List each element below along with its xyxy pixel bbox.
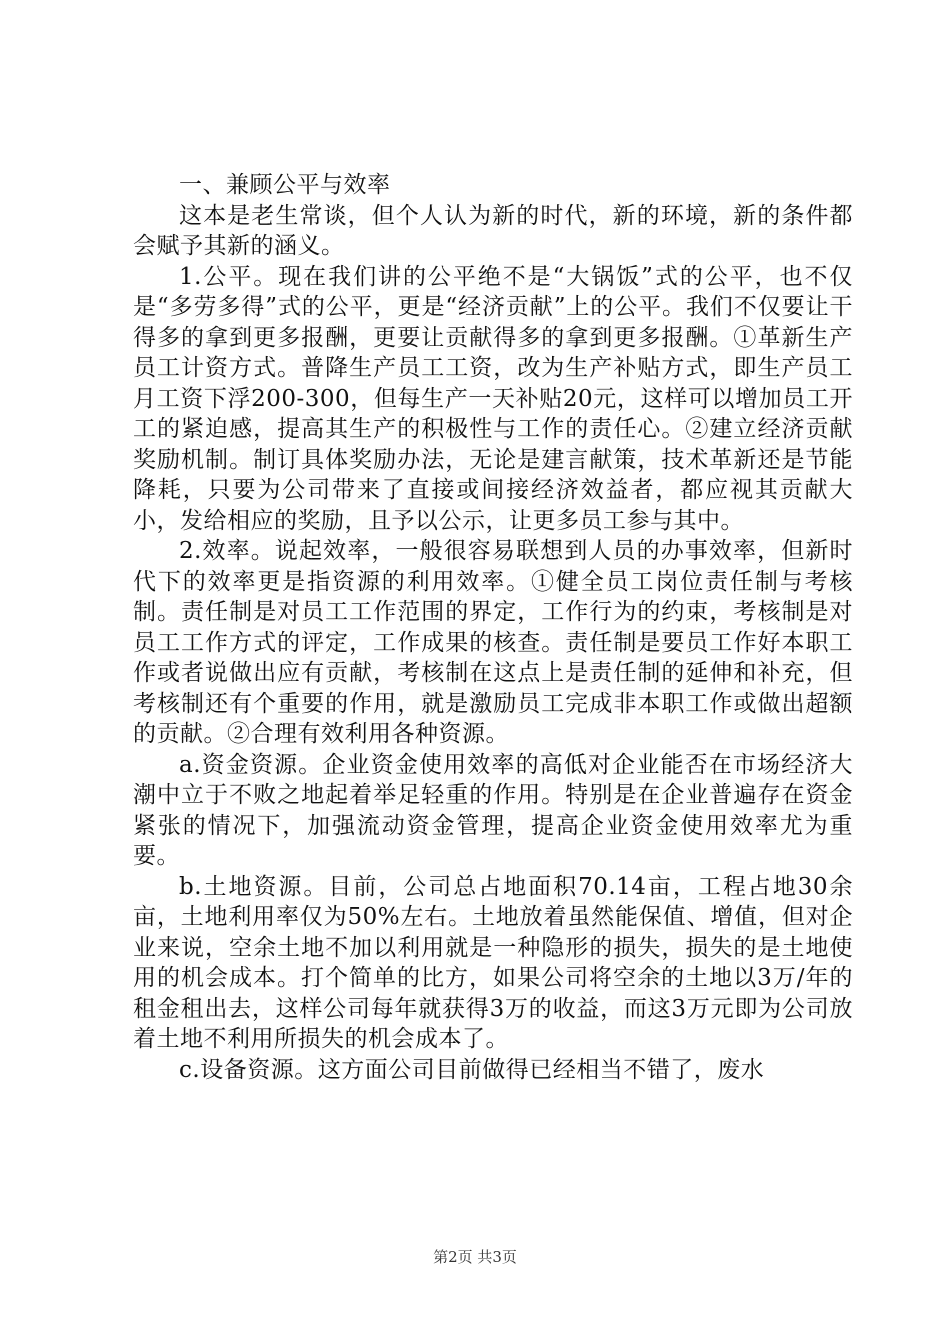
- paragraph-capital-resources: a.资金资源。企业资金使用效率的高低对企业能否在市场经济大潮中立于不败之地起着举足轻重的作用。特别是在企业普遍存在资金紧张的情况下，加强流动资金管理，提高企业资金使用效率尤为重要。: [133, 751, 853, 869]
- page-footer: [0, 1246, 950, 1267]
- paragraph-land-resources: b.土地资源。目前，公司总占地面积70.14亩，工程占地30余亩，土地利用率仅为50%左右。土地放着虽然能保值、增值，但对企业来说，空余土地不加以利用就是一种隐形的损失，损失的是土地使用的机会成本。打个简单的比方，如果公司将空余的土地以3万/年的租金租出去，这样公司每年就获得3万的收益，而这3万元即为公司放着土地不利用所损失的机会成本了。: [133, 873, 853, 1052]
- document-body: [133, 170, 853, 1085]
- page-number: 第2页 共3页: [433, 1248, 517, 1266]
- section-heading: 一、兼顾公平与效率: [179, 172, 391, 198]
- paragraph-efficiency: 2.效率。说起效率，一般很容易联想到人员的办事效率，但新时代下的效率更是指资源的利用效率。①健全员工岗位责任制与考核制。责任制是对员工工作范围的界定，工作行为的约束，考核制是对员工工作方式的评定，工作成果的核查。责任制是要员工作好本职工作或者说做出应有贡献，考核制在这点上是责任制的延伸和补充，但考核制还有个重要的作用，就是激励员工完成非本职工作或做出超额的贡献。②合理有效利用各种资源。: [133, 538, 853, 747]
- paragraph-equipment-resources: c.设备资源。这方面公司目前做得已经相当不错了，废水: [179, 1056, 765, 1083]
- paragraph-intro: 这本是老生常谈，但个人认为新的时代，新的环境，新的条件都会赋予其新的涵义。: [133, 202, 853, 259]
- paragraph-fairness: 1.公平。现在我们讲的公平绝不是“大锅饭”式的公平，也不仅是“多劳多得”式的公平，更是“经济贡献”上的公平。我们不仅要让干得多的拿到更多报酬，更要让贡献得多的拿到更多报酬。①革新生产员工计资方式。普降生产员工工资，改为生产补贴方式，即生产员工月工资下浮200-300，但每生产一天补贴20元，这样可以增加员工开工的紧迫感，提高其生产的积极性与工作的责任心。②建立经济贡献奖励机制。制订具体奖励办法，无论是建言献策，技术革新还是节能降耗，只要为公司带来了直接或间接经济效益者，都应视其贡献大小，发给相应的奖励，且予以公示，让更多员工参与其中。: [133, 263, 853, 534]
